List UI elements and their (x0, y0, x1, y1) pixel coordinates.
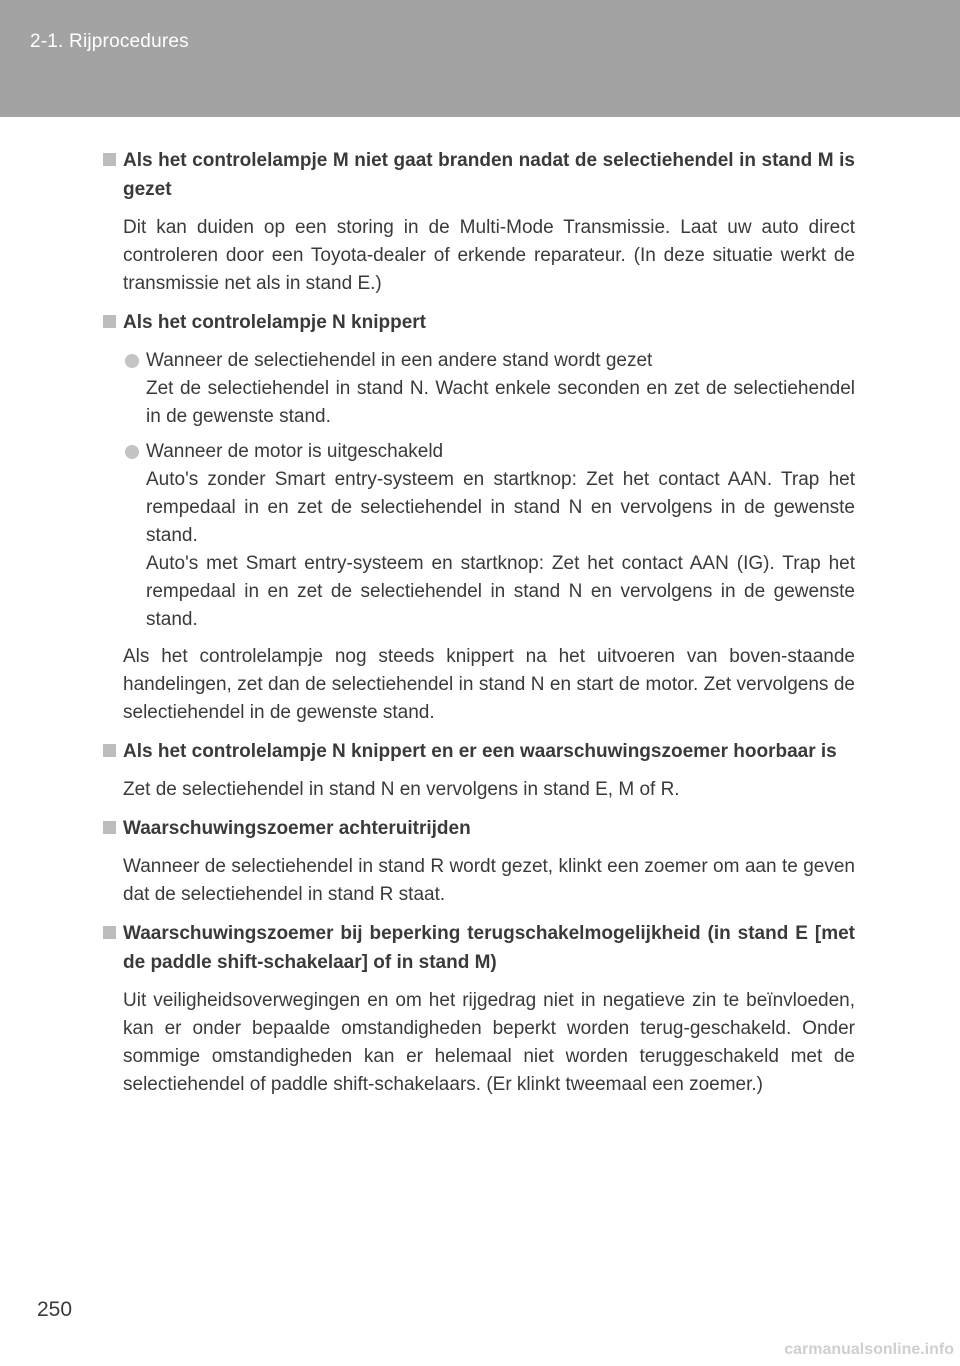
bullet-item (103, 438, 855, 634)
square-bullet-icon (103, 926, 116, 939)
block-paragraph: Wanneer de selectiehendel in stand R wordt gezet, klinkt een zoemer om aan te geven dat de selectiehendel in stand R staat. (123, 856, 855, 905)
bullet-text: Zet de selectiehendel in stand N. Wacht enkele seconden en zet de selectiehendel in de gewenste stand. (146, 378, 855, 427)
page-number: 250 (37, 1298, 73, 1321)
block-paragraph: Uit veiligheidsoverwegingen en om het rijgedrag niet in negatieve zin te beïnvloeden, kan er onder bepaalde omstandigheden beperkt worden terug-geschakeld. Onder sommige omstandigheden kan er helemaal niet worden teruggeschakeld met de selectiehendel of paddle shift-schakelaars. (Er klinkt tweemaal een zoemer.) (123, 990, 855, 1095)
circle-bullet-icon (125, 354, 139, 368)
square-bullet-icon (103, 315, 116, 328)
bullet-item (103, 347, 855, 431)
bullet-title: Wanneer de selectiehendel in een andere stand wordt gezet (146, 350, 653, 371)
block-heading: Waarschuwingszoemer achteruitrijden (103, 814, 855, 843)
bullet-text: Auto's zonder Smart entry-systeem en startknop: Zet het contact AAN. Trap het rempedaal in en zet de selectiehendel in stand N en vervolgens in de gewenste stand. (146, 469, 855, 546)
bullet-text: Auto's met Smart entry-systeem en startknop: Zet het contact AAN (IG). Trap het rempedaal in en zet de selectiehendel in stand N en vervolgens in de gewenste stand. (146, 553, 855, 630)
square-bullet-icon (103, 153, 116, 166)
block-heading: Als het controlelampje M niet gaat branden nadat de selectiehendel in stand M is gezet (103, 146, 855, 204)
bullet-title: Wanneer de motor is uitgeschakeld (146, 441, 444, 462)
square-bullet-icon (103, 744, 116, 757)
block-heading: Waarschuwingszoemer bij beperking terugschakelmogelijkheid (in stand E [met de paddle shift-schakelaar] of in stand M) (103, 919, 855, 977)
section-title: 2-1. Rijprocedures (30, 31, 189, 52)
block-paragraph: Zet de selectiehendel in stand N en vervolgens in stand E, M of R. (123, 779, 680, 800)
page-content (103, 146, 855, 1109)
block-reverse-buzzer (103, 814, 855, 909)
square-bullet-icon (103, 821, 116, 834)
block-paragraph: Dit kan duiden op een storing in de Multi-Mode Transmissie. Laat uw auto direct controleren door een Toyota-dealer of erkende reparateur. (In deze situatie werkt de transmissie net als in stand E.) (123, 217, 855, 294)
block-paragraph: Als het controlelampje nog steeds knippert na het uitvoeren van boven-staande handelingen, zet dan de selectiehendel in stand N en start de motor. Zet vervolgens de selectiehendel in de gewenste stand. (123, 646, 855, 723)
block-n-blinks (103, 308, 855, 727)
block-heading: Als het controlelampje N knippert (103, 308, 855, 337)
watermark: carmanualsonline.info (784, 1341, 954, 1358)
block-downshift-buzzer (103, 919, 855, 1099)
block-n-blinks-buzzer (103, 737, 855, 804)
block-m-lamp (103, 146, 855, 298)
section-header-band (0, 0, 960, 117)
block-heading: Als het controlelampje N knippert en er een waarschuwingszoemer hoorbaar is (103, 737, 855, 766)
circle-bullet-icon (125, 445, 139, 459)
